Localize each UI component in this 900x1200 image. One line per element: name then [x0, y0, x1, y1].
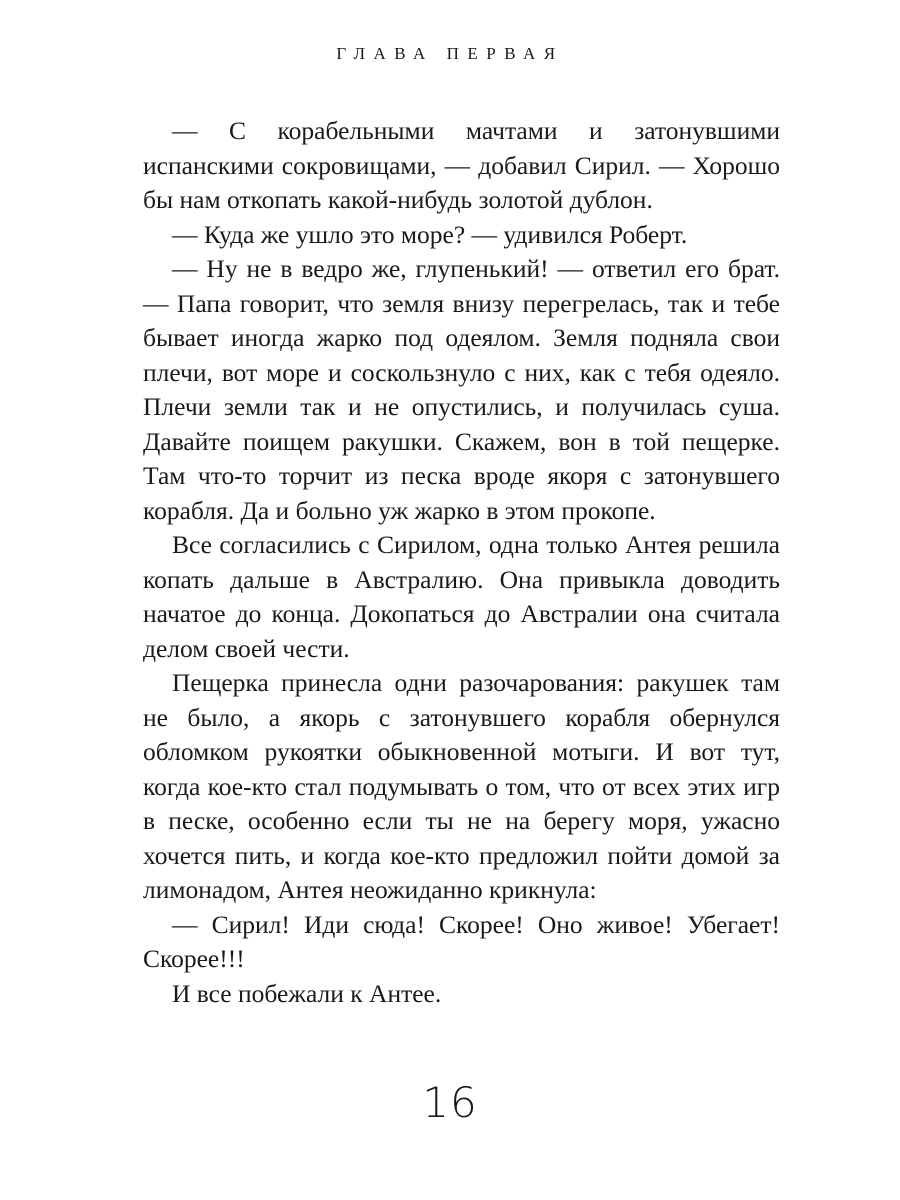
paragraph: — Сирил! Иди сюда! Скорее! Оно живое! Убегает! Скорее!!! [143, 909, 780, 973]
page-number: 16 [422, 1078, 478, 1127]
paragraph: — Куда же ушло это море? — удивился Роберт. [172, 219, 688, 249]
paragraph: И все побежали к Антее. [172, 978, 442, 1008]
body-text [143, 114, 780, 1011]
paragraph: Пещерка принесла одни разочарования: ракушек там не было, а якорь с затонувшего корабля обернулся обломком рукоятки обыкновенной мотыги. И вот тут, когда кое-кто стал подумывать о том, что от всех этих игр в песке, особенно если ты не на берегу моря, ужасно хочется пить, и когда кое-кто предложил пойти домой за лимонадом, Антея неожиданно крикнула: [143, 668, 780, 904]
running-head: ГЛАВА ПЕРВАЯ [336, 44, 564, 63]
paragraph: — Ну не в ведро же, глупенький! — ответил его брат. — Папа говорит, что земля внизу перегрелась, так и тебе бывает иногда жарко под одеялом. Земля подняла свои плечи, вот море и соскользнуло с них, как с тебя одеяло. Плечи земли так и не опустились, и получилась суша. Давайте поищем ракушки. Скажем, вон в той пещерке. Там что-то торчит из песка вроде якоря с затонувшего корабля. Да и больно уж жарко в этом прокопе. [143, 254, 780, 525]
paragraph: Все согласились с Сирилом, одна только Антея решила копать дальше в Австралию. Она привыкла доводить начатое до конца. Докопаться до Австралии она считала делом своей чести. [143, 530, 780, 663]
paragraph: — С корабельными мачтами и затонувшими испанскими сокровищами, — добавил Сирил. — Хорошо бы нам откопать какой-нибудь золотой дублон. [143, 116, 780, 214]
